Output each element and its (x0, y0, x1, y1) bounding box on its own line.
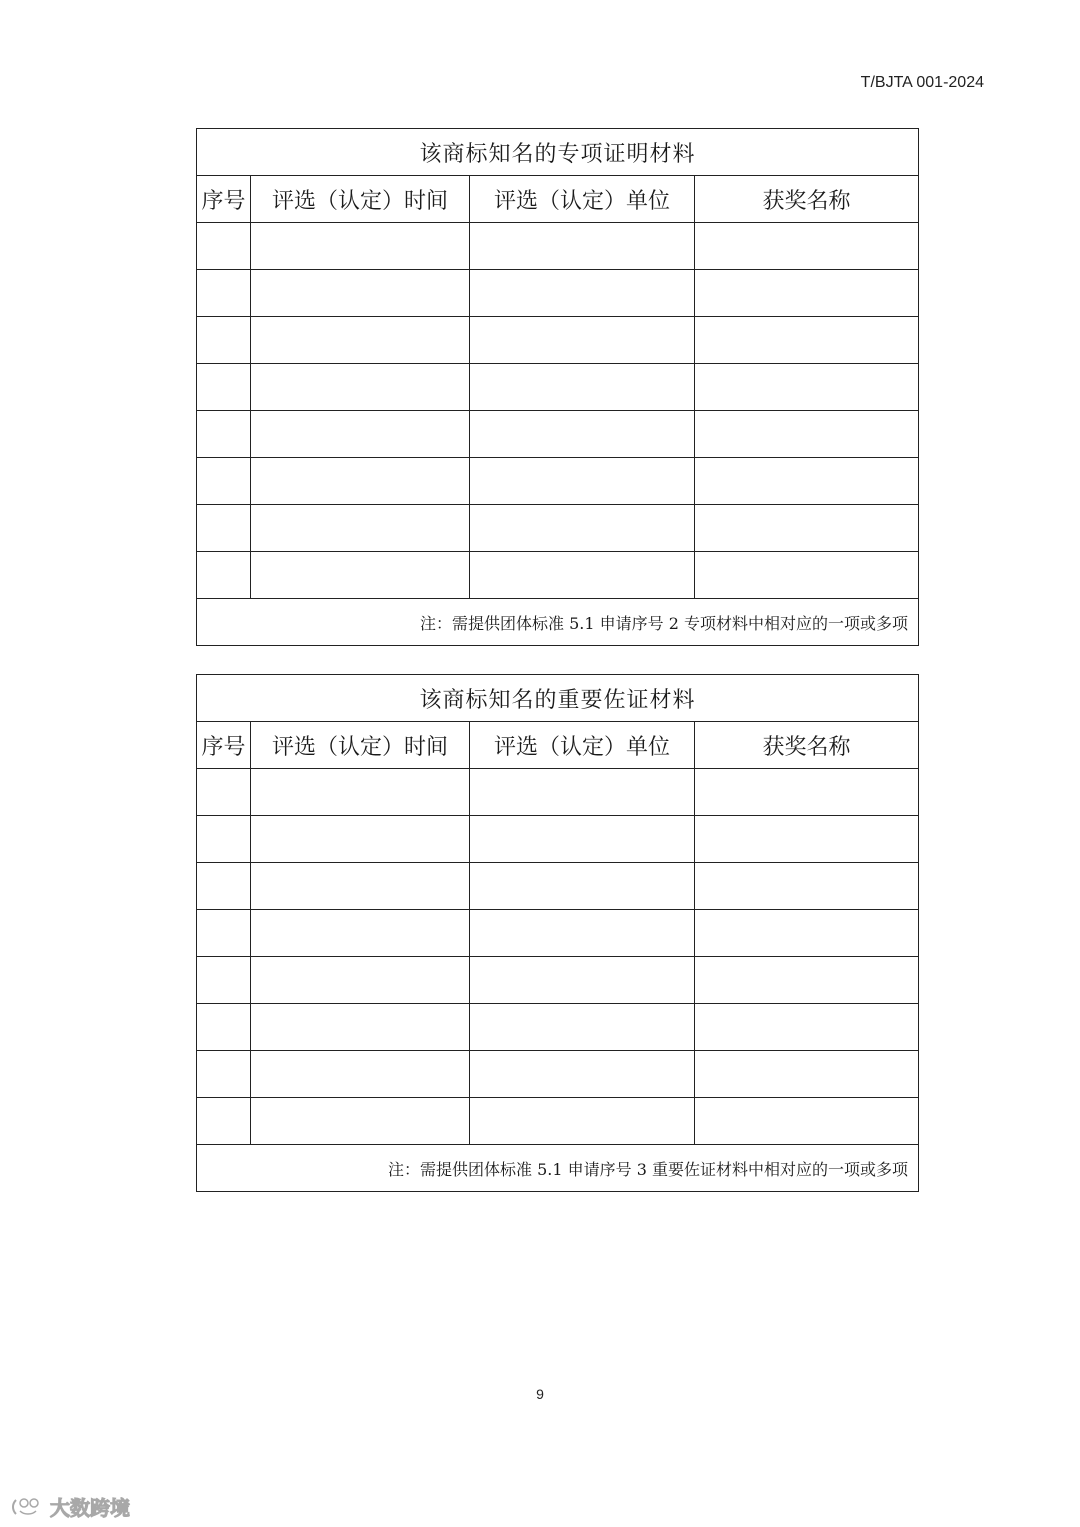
award-cell (695, 1098, 919, 1145)
award-cell (695, 1051, 919, 1098)
unit-cell (470, 458, 695, 505)
table-row (197, 863, 919, 910)
award-cell (695, 910, 919, 957)
table-header-row (197, 176, 919, 223)
watermark-text: 大数跨境 (50, 1496, 130, 1520)
time-cell (251, 458, 470, 505)
seq-cell (197, 910, 251, 957)
table-row (197, 957, 919, 1004)
table-row (197, 769, 919, 816)
award-cell (695, 458, 919, 505)
time-cell (251, 270, 470, 317)
award-cell (695, 769, 919, 816)
seq-cell (197, 1098, 251, 1145)
seq-cell (197, 411, 251, 458)
time-cell (251, 505, 470, 552)
table-row (197, 364, 919, 411)
seq-cell (197, 317, 251, 364)
table-title: 该商标知名的重要佐证材料 (197, 675, 919, 722)
table-note-row (197, 599, 919, 646)
brand-logo-icon (10, 1496, 44, 1518)
column-header-time: 评选（认定）时间 (251, 176, 470, 223)
table-row (197, 816, 919, 863)
document-code: T/BJTA 001-2024 (860, 74, 984, 91)
time-cell (251, 910, 470, 957)
time-cell (251, 364, 470, 411)
award-cell (695, 364, 919, 411)
unit-cell (470, 910, 695, 957)
column-header-unit: 评选（认定）单位 (470, 722, 695, 769)
award-cell (695, 317, 919, 364)
column-header-award: 获奖名称 (695, 176, 919, 223)
supporting-materials-table (196, 674, 919, 1192)
seq-cell (197, 364, 251, 411)
unit-cell (470, 411, 695, 458)
seq-cell (197, 458, 251, 505)
seq-cell (197, 505, 251, 552)
table-note: 注：需提供团体标准 5.1 申请序号 3 重要佐证材料中相对应的一项或多项 (197, 1145, 919, 1192)
table-row (197, 223, 919, 270)
award-cell (695, 270, 919, 317)
time-cell (251, 957, 470, 1004)
award-cell (695, 505, 919, 552)
time-cell (251, 816, 470, 863)
seq-cell (197, 816, 251, 863)
table-note: 注：需提供团体标准 5.1 申请序号 2 专项材料中相对应的一项或多项 (197, 599, 919, 646)
table-row (197, 411, 919, 458)
watermark (10, 1492, 130, 1521)
seq-cell (197, 1004, 251, 1051)
page-number: 9 (536, 1386, 544, 1402)
table-row (197, 1004, 919, 1051)
proof-materials-table (196, 128, 919, 646)
unit-cell (470, 223, 695, 270)
unit-cell (470, 505, 695, 552)
seq-cell (197, 769, 251, 816)
award-cell (695, 1004, 919, 1051)
seq-cell (197, 957, 251, 1004)
time-cell (251, 411, 470, 458)
table-header-row (197, 722, 919, 769)
award-cell (695, 552, 919, 599)
unit-cell (470, 317, 695, 364)
unit-cell (470, 552, 695, 599)
award-cell (695, 863, 919, 910)
seq-cell (197, 270, 251, 317)
award-cell (695, 223, 919, 270)
award-cell (695, 816, 919, 863)
time-cell (251, 769, 470, 816)
column-header-seq: 序号 (197, 176, 251, 223)
time-cell (251, 1098, 470, 1145)
table-title: 该商标知名的专项证明材料 (197, 129, 919, 176)
time-cell (251, 317, 470, 364)
time-cell (251, 552, 470, 599)
time-cell (251, 1004, 470, 1051)
unit-cell (470, 270, 695, 317)
table-row (197, 317, 919, 364)
table-row (197, 910, 919, 957)
unit-cell (470, 364, 695, 411)
table-title-row (197, 675, 919, 722)
seq-cell (197, 863, 251, 910)
unit-cell (470, 1051, 695, 1098)
seq-cell (197, 552, 251, 599)
column-header-unit: 评选（认定）单位 (470, 176, 695, 223)
unit-cell (470, 1004, 695, 1051)
unit-cell (470, 1098, 695, 1145)
column-header-time: 评选（认定）时间 (251, 722, 470, 769)
award-cell (695, 411, 919, 458)
award-cell (695, 957, 919, 1004)
table-title-row (197, 129, 919, 176)
unit-cell (470, 957, 695, 1004)
table-row (197, 552, 919, 599)
unit-cell (470, 863, 695, 910)
time-cell (251, 863, 470, 910)
table-row (197, 1051, 919, 1098)
time-cell (251, 223, 470, 270)
unit-cell (470, 816, 695, 863)
table-row (197, 505, 919, 552)
column-header-award: 获奖名称 (695, 722, 919, 769)
unit-cell (470, 769, 695, 816)
table-row (197, 270, 919, 317)
seq-cell (197, 223, 251, 270)
table-row (197, 1098, 919, 1145)
table-row (197, 458, 919, 505)
column-header-seq: 序号 (197, 722, 251, 769)
time-cell (251, 1051, 470, 1098)
table-note-row (197, 1145, 919, 1192)
seq-cell (197, 1051, 251, 1098)
